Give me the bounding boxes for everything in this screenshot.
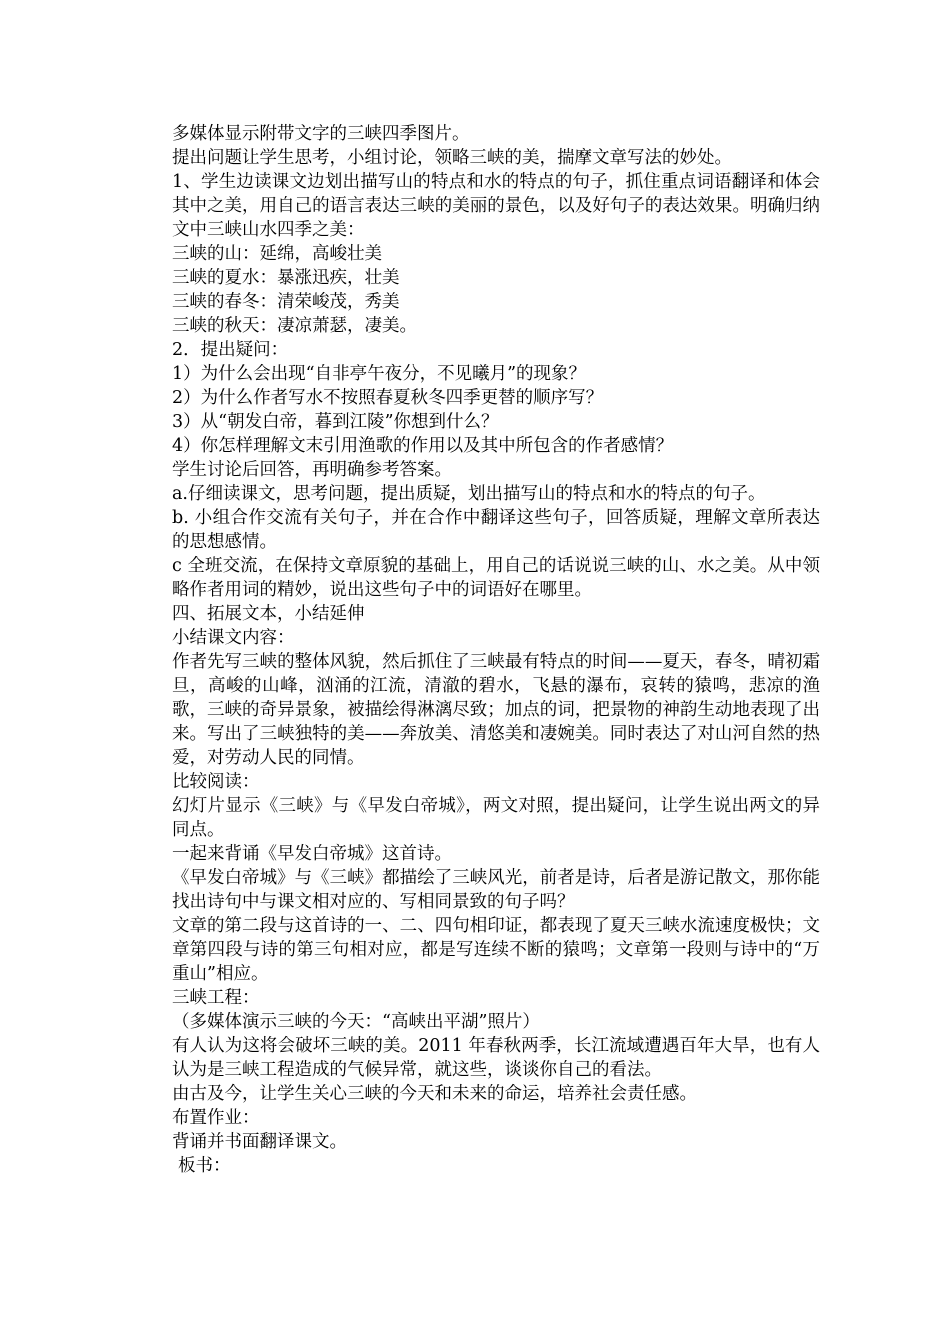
paragraph: 由古及今，让学生关心三峡的今天和未来的命运，培养社会责任感。 — [172, 1084, 697, 1104]
paragraph: 文章的第二段与这首诗的一、二、四句相印证，都表现了夏天三峡水流速度极快；文章第四段与诗的第三句相对应，都是写连续不断的猿鸣；文章第一段则与诗中的“万重山”相应。 — [172, 916, 820, 984]
paragraph: c 全班交流，在保持文章原貌的基础上，用自己的话说说三峡的山、水之美。从中领略作者用词的精妙，说出这些句子中的词语好在哪里。 — [172, 556, 820, 600]
paragraph: 有人认为这将会破坏三峡的美。2011 年春秋两季，长江流域遭遇百年大旱，也有人认为是三峡工程造成的气候异常，就这些，谈谈你自己的看法。 — [172, 1036, 820, 1080]
paragraph: 多媒体显示附带文字的三峡四季图片。 — [172, 124, 470, 144]
paragraph: 幻灯片显示《三峡》与《早发白帝城》，两文对照，提出疑问，让学生说出两文的异同点。 — [172, 796, 820, 840]
paragraph: 三峡的夏水：暴涨迅疾，壮美 — [172, 268, 400, 288]
paragraph: 学生讨论后回答，再明确参考答案。 — [172, 460, 452, 480]
paragraph: 1、学生边读课文边划出描写山的特点和水的特点的句子，抓住重点词语翻译和体会其中之美，用自己的语言表达三峡的美丽的景色，以及好句子的表达效果。明确归纳文中三峡山水四季之美： — [172, 172, 820, 240]
paragraph: 板书： — [178, 1156, 231, 1176]
paragraph: 2）为什么作者写水不按照春夏秋冬四季更替的顺序写？ — [172, 388, 604, 408]
paragraph: 1）为什么会出现“自非亭午夜分，不见曦月”的现象？ — [172, 364, 587, 384]
paragraph: b. 小组合作交流有关句子，并在合作中翻译这些句子，回答质疑，理解文章所表达的思想感情。 — [172, 508, 820, 552]
paragraph: （多媒体演示三峡的今天：“高峡出平湖”照片） — [172, 1012, 540, 1032]
paragraph: 三峡的秋天：凄凉萧瑟，凄美。 — [172, 316, 417, 336]
paragraph: 背诵并书面翻译课文。 — [172, 1132, 347, 1152]
paragraph: 4）你怎样理解文末引用渔歌的作用以及其中所包含的作者感情？ — [172, 436, 674, 456]
paragraph: 布置作业： — [172, 1108, 260, 1128]
paragraph: 小结课文内容： — [172, 628, 295, 648]
section-heading: 四、拓展文本，小结延伸 — [172, 604, 365, 624]
paragraph: 提出问题让学生思考，小组讨论，领略三峡的美，揣摩文章写法的妙处。 — [172, 148, 732, 168]
paragraph: 3）从“朝发白帝，暮到江陵”你想到什么？ — [172, 412, 499, 432]
paragraph: 《早发白帝城》与《三峡》都描绘了三峡风光，前者是诗，后者是游记散文，那你能找出诗句中与课文相对应的、写相同景致的句子吗？ — [172, 868, 820, 912]
paragraph: 作者先写三峡的整体风貌，然后抓住了三峡最有特点的时间——夏天，春冬，晴初霜旦，高峻的山峰，汹涌的江流，清澈的碧水，飞悬的瀑布，哀转的猿鸣，悲凉的渔歌，三峡的奇异景象，被描绘得淋漓尽致；加点的词，把景物的神韵生动地表现了出来。写出了三峡独特的美——奔放美、清悠美和凄婉美。同时表达了对山河自然的热爱，对劳动人民的同情。 — [172, 652, 820, 768]
paragraph: 三峡工程： — [172, 988, 260, 1008]
paragraph: 比较阅读： — [172, 772, 260, 792]
paragraph: a.仔细读课文，思考问题，提出质疑，划出描写山的特点和水的特点的句子。 — [172, 484, 766, 504]
paragraph: 一起来背诵《早发白帝城》这首诗。 — [172, 844, 452, 864]
paragraph: 三峡的春冬：清荣峻茂，秀美 — [172, 292, 400, 312]
paragraph: 2．提出疑问： — [172, 340, 289, 360]
paragraph: 三峡的山：延绵，高峻壮美 — [172, 244, 382, 264]
